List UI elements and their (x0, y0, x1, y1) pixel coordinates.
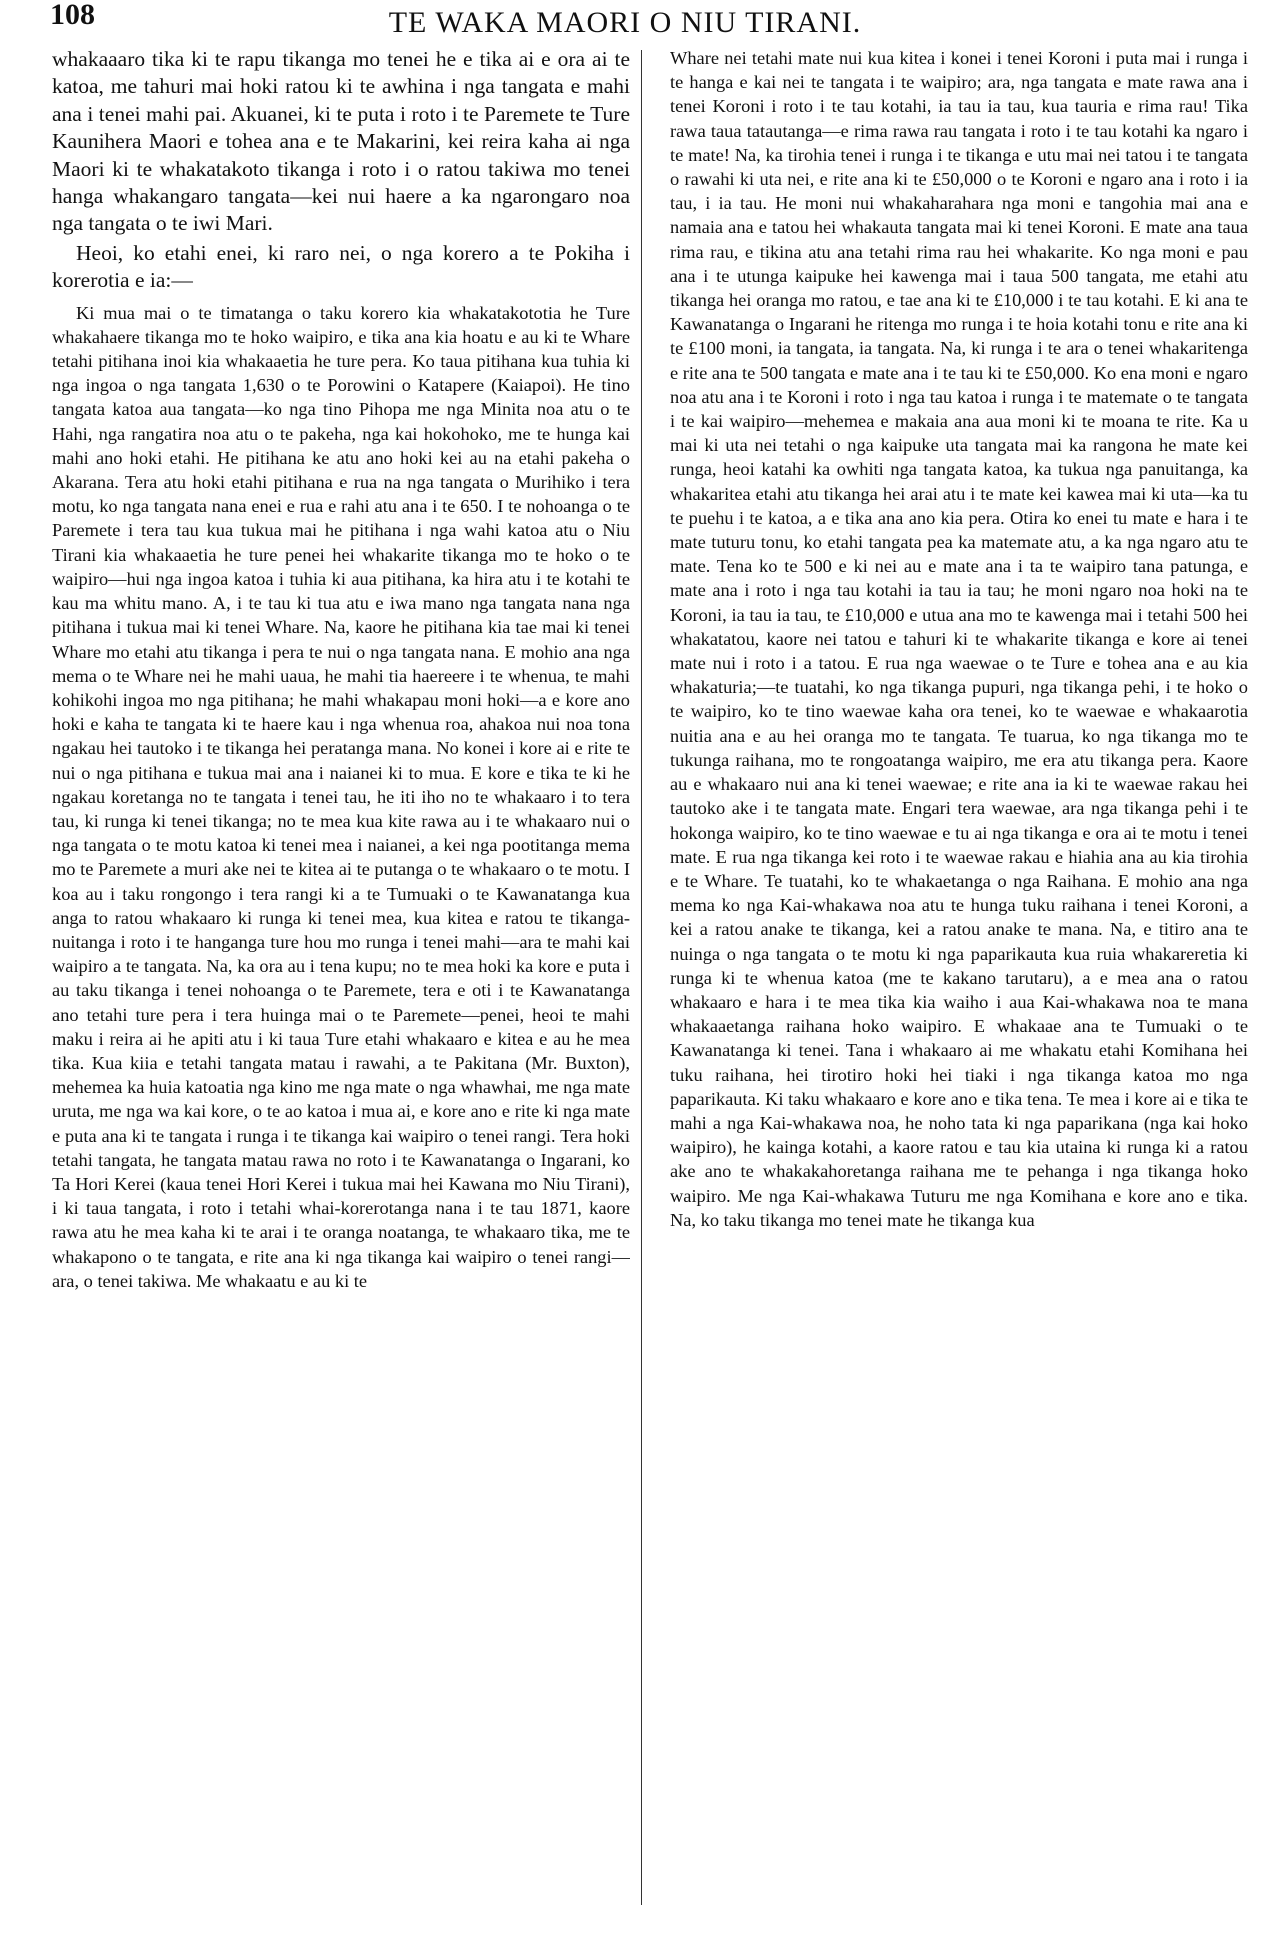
left-column (52, 46, 630, 1906)
right-column (670, 46, 1248, 1906)
left-paragraph-3: Ki mua mai o te timatanga o taku korero kia whakatakototia he Ture whakahaere tikanga mo te hoko waipiro, e tika ana kia hoatu e au ki te Whare tetahi pitihana inoi kia whakaaetia he ture pera. Ko taua pitihana kua tuhia ki nga ingoa o nga tangata 1,630 o te Porowini o Katapere (Kaiapoi). He tino tangata katoa aua tangata—ko nga tino Pihopa me nga Minita noa atu o te Hahi, nga rangatira noa atu o te pakeha, nga kai hokohoko, me te hunga kai mahi ano hoki etahi. He pitihana ke atu ano hoki kei au na etahi pakeha o Akarana. Tera atu hoki etahi pitihana e rua na nga tangata o Murihiko i tera motu, ko nga tangata nana enei e rua e rahi atu ana i te 650. I te nohoanga o te Paremete i tera tau kua tukua mai he pitihana i nga wahi katoa atu o Niu Tirani kia whakaaetia he ture penei hei whakarite tikanga mo te hoko o te waipiro—hui nga ingoa katoa i tuhia ki aua pitihana, ka hira atu i te kotahi te kau ma whitu mano. A, i te tau ki tua atu e iwa mano nga tangata nana nga pitihana i tukua mai ki tenei Whare. Na, kaore he pitihana kia tae mai ki tenei Whare mo etahi atu tikanga i pera te nui o nga tangata nana. E mohio ana nga mema o te Whare nei he mahi uaua, he mahi tia haereere i te whenua, te mahi kohikohi ingoa mo nga pitihana; he mahi whakapau moni hoki—a e kore ano hoki e kaha te tangata ki te haere kau i nga whenua roa, ahakoa nui noa tona ngakau hei tautoko i te tikanga hei peratanga mana. No konei i kore ai e rite te nui o nga pitihana e tukua mai ana i naianei ki to mua. E kore e tika te ki he ngakau koretanga no te tangata i tenei tau, he iti iho no te whakaaro i to tera tau, ki runga ki tenei tikanga; no te mea kua kite rawa au i te whakaaro nui o nga tangata o te motu katoa ki tenei mea i naianei, a kei nga pootitanga mema mo te Paremete a muri ake nei te kitea ai te putanga o te whakaaro o te motu. I koa au i taku rongongo i tera rangi ki a te Tumuaki o te Kawanatanga kua anga to ratou whakaaro ki runga ki tenei mea, kua kitea e ratou te tikanga-nuitanga i roto i te hanganga ture hou mo runga i tenei mahi—ara te mahi kai waipiro a te tangata. Na, ka ora au i tena kupu; no te mea hoki ka kore e puta i au taku tikanga i tenei nohoanga o te Paremete, tera e oti i te Kawanatanga ano tetahi ture pera i tera huinga mai o te Paremete—penei, heoi te mahi maku i reira ai he apiti atu i ki taua Ture etahi whakaaro e kitea e au he mea tika. Kua kiia e tetahi tangata matau i rawahi, a te Pakitana (Mr. Buxton), mehemea ka huia katoatia nga kino me nga mate o nga whawhai, me nga mate uruta, me nga wa kai kore, o te ao katoa i mua ai, e kore ano e rite ki nga mate e puta ana ki te tangata i runga i te tikanga kai waipiro o tenei rangi. Tera hoki tetahi tangata, he tangata matau rawa no roto i te Kawanatanga o Ingarani, ko Ta Hori Kerei (kaua tenei Hori Kerei i tukua mai hei Kawana mo Niu Tirani), i ki taua tangata, i roto i tetahi whai-korerotanga nana i te tau 1871, kaore rawa atu he mea kaha ki te arai i te oranga noatanga, te whakaaro tika, me te whakapono o te tangata, e rite ana ki nga tikanga kai waipiro o tenei rangi—ara, o tenei takiwa. Me whakaatu e au ki te (52, 302, 630, 1291)
right-paragraph-1: Whare nei tetahi mate nui kua kitea i konei i tenei Koroni i puta mai i runga i te hanga e kai nei te tangata i te waipiro; ara, nga tangata e mate rawa ana i tenei Koroni i roto i te tau kotahi, ia tau ia tau, kua tauria e rima rau! Tika rawa taua tatautanga—e rima rawa rau tangata i roto i te tau kotahi ka ngaro i te mate! Na, ka tirohia tenei i runga i te tikanga e utu mai nei tatou i te tangata o rawahi ki uta nei, e rite ana ki te £50,000 o te Koroni e ngaro ana i roto i ia tau, i ia tau. He moni nui whakaharahara nga moni e tangohia mai ana e namaia ana e tatou hei whakauta tangata mai ki tenei Koroni. E mate ana taua rima rau, e tikina atu ana tetahi rima rau hei whakarite. Ko nga moni e pau ana i te utunga kaipuke hei kawenga mai i taua 500 tangata, me etahi atu tikanga hei oranga mo ratou, e tae ana ki te £10,000 i te tau kotahi. E ki ana te Kawanatanga o Ingarani he ritenga mo runga i te hoia kotahi tonu e rite ana ki te £100 moni, ia tangata, ia tangata. Na, ki runga i te ara o tenei whakaritenga e rite ana te 500 tangata e mate ana i te tau ki te £50,000. Ko ena moni e ngaro noa atu ana i te Koroni i roto i nga tau katoa i runga i te matemate o te tangata i te kai waipiro—mehemea e makaia ana aua moni ki te moana te rite. Ka u mai ki uta nei tetahi o nga kaipuke uta tangata mai ka rangona he mate kei runga, heoi katahi ka owhiti nga tangata katoa, ka tukua nga panuitanga, ka whakaritea etahi atu tikanga hei arai atu i te mate kei kawea mai ki uta—ka tu te puehu i te katoa, a e tika ana ano kia pera. Otira ko enei tu mate e hara i te mate tuturu tonu, ko etahi tangata pea ka matemate atu, a ka nga ngaro atu te mate. Tena ko te 500 e ki nei au e mate ana i ta te waipiro tana patunga, e mate ana i roto i nga tau kotahi ia tau ia tau; he moni ngaro noa hoki na te Koroni, ia tau ia tau, te £10,000 e utua ana mo te kawenga mai i tetahi 500 hei whakatatou, kaore nei tatou e tahuri ki te whakarite tikanga e kore ai tenei mate nui i roto i a tatou. E rua nga waewae o te Ture e tohea ana e au kia whakaturia;—te tuatahi, ko nga tikanga pupuri, nga tikanga pehi, i te hoko o te waipiro, ko te tino waewae kaha ora tenei, ko te waewae e whakaarotia nuitia ana e au hei oranga mo te tangata. Te tuarua, ko nga tikanga mo te tukunga raihana, mo te rongoatanga waipiro, me era atu tikanga pera. Kaore au e whakaaro nui ana ki tenei waewae; e rite ana ia ki te waewae rakau hei tautoko ake i te tangata mate. Engari tera waewae, ara nga tikanga pehi i te hokonga waipiro, ko te tino waewae e tu ai nga tikanga e ora ai te motu i tenei mate. E rua nga tikanga kei roto i te waewae rakau e hiahia ana au kia tirohia e te Whare. Te tuatahi, ko te whakaetanga o nga Raihana. E mohio ana nga mema ko nga Kai-whakawa noa atu te hunga tuku raihana i tenei Koroni, a kei a ratou anake te tikanga, kei a ratou anake te mana. Na, e titiro ana te nuinga o nga tangata o te motu ki nga paparikauta kua ruia whakareretia ki runga ki te whenua katoa (me te kakano tarutaru), a e mea ana o ratou whakaaro e hara i te mea tika kia waiho i aua Kai-whakawa noa te mana whakaaetanga raihana hoko waipiro. E whakaae ana te Tumuaki o te Kawanatanga ki tenei. Tana i whakaaro ai me whakatu etahi Komihana hei tuku raihana, hei tirotiro hoki hei tiaki i nga tikanga katoa mo nga paparikauta. Ki taku whakaaro e kore ano e tika tena. Te mea i kore ai e tika te mahi a nga Kai-whakawa noa, he noho tata ki nga paparikana (nga kai hoko waipiro), he kainga kotahi, a kaore ratou e tau kia utaina ki runga ki a ratou ake ano te whakakahoretanga raihana me te pehanga i nga tikanga hoko waipiro. Me nga Kai-whakawa Tuturu me nga Komihana e kore ano e tika. Na, ko taku tikanga mo tenei mate he tikanga kua (670, 48, 1248, 1230)
page-number: 108 (50, 0, 95, 31)
running-title: TE WAKA MAORI O NIU TIRANI. (388, 6, 862, 39)
left-paragraph-2: Heoi, ko etahi enei, ki raro nei, o nga korero a te Pokiha i korerotia e ia:— (52, 240, 630, 293)
page-header (50, 0, 1200, 44)
left-paragraph-1: whakaaaro tika ki te rapu tikanga mo tenei he e tika ai e ora ai te katoa, me tahuri mai hoki ratou ki te awhina i nga tangata e mahi ana i tenei mahi pai. Akuanei, ki te puta i roto i te Paremete te Ture Kaunihera Maori e tohea ana e te Makarini, kei reira kaha ai nga Maori ki te whakatakoto tikanga i roto i o ratou takiwa mo tenei hanga whakangaro tangata—kei nui haere a ka ngarongaro noa nga tangata o te iwi Mari. (52, 47, 630, 236)
column-divider (641, 50, 642, 1905)
